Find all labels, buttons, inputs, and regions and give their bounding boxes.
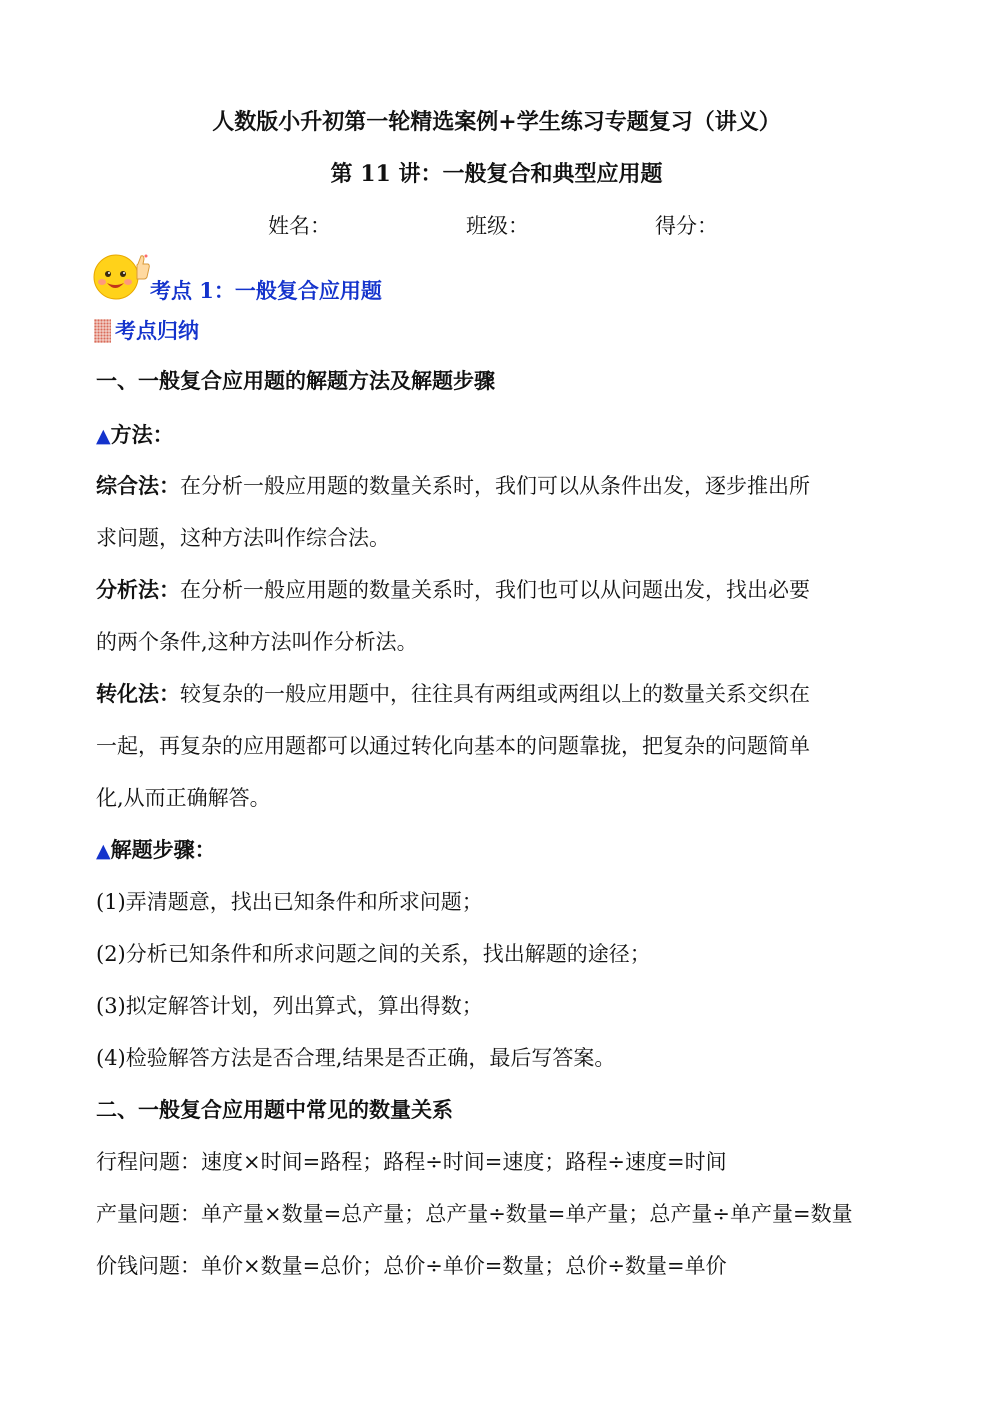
steps-heading <box>96 835 896 866</box>
lesson-subtitle: 第 11 讲：一般复合和典型应用题 <box>330 161 663 187</box>
analysis-line-1 <box>96 575 896 605</box>
name-label: 姓名： <box>268 214 331 238</box>
section2-heading: 二、一般复合应用题中常见的数量关系 <box>96 1097 453 1122</box>
transform-label: 转化法： <box>96 681 180 706</box>
step-item: (4)检验解答方法是否合理,结果是否正确，最后写答案。 <box>96 1046 616 1070</box>
steps-title: 解题步骤： <box>110 837 216 862</box>
step-item: (3)拟定解答计划，列出算式，算出得数； <box>96 994 483 1018</box>
score-label: 得分： <box>655 214 718 238</box>
synthesis-line-1 <box>96 471 896 501</box>
relation-item: 产量问题：单产量×数量=总产量；总产量÷数量=单产量；总产量÷单产量=数量 <box>96 1202 853 1226</box>
transform-text-2: 一起，再复杂的应用题都可以通过转化向基本的问题靠拢，把复杂的问题简单 <box>96 734 810 758</box>
synthesis-text-1: 在分析一般应用题的数量关系时，我们可以从条件出发，逐步推出所 <box>180 474 810 498</box>
transform-text-3: 化,从而正确解答。 <box>96 786 271 810</box>
relation-item: 价钱问题：单价×数量=总价；总价÷单价=数量；总价÷数量=单价 <box>96 1254 727 1278</box>
step-item: (1)弄清题意，找出已知条件和所求问题； <box>96 890 483 914</box>
methods-title: 方法： <box>110 422 174 447</box>
class-label: 班级： <box>466 214 529 238</box>
smiley-thumbs-up-icon <box>92 250 152 302</box>
analysis-text-1: 在分析一般应用题的数量关系时，我们也可以从问题出发，找出必要 <box>180 578 810 602</box>
document-title: 人数版小升初第一轮精选案例+学生练习专题复习（讲义） <box>212 109 781 135</box>
synthesis-text-2: 求问题，这种方法叫作综合法。 <box>96 526 390 550</box>
synthesis-label: 综合法： <box>96 473 180 498</box>
section1-heading: 一、一般复合应用题的解题方法及解题步骤 <box>96 368 495 393</box>
analysis-text-2: 的两个条件,这种方法叫作分析法。 <box>96 630 418 654</box>
summary-heading: 考点归纳 <box>115 318 199 343</box>
step-item: (2)分析已知条件和所求问题之间的关系，找出解题的途径； <box>96 942 651 966</box>
relation-item: 行程问题：速度×时间=路程；路程÷时间=速度；路程÷速度=时间 <box>96 1150 727 1174</box>
triangle-marker-icon: ▲ <box>96 840 111 862</box>
analysis-label: 分析法： <box>96 577 180 602</box>
dotted-square-icon <box>94 319 111 343</box>
topic-heading: 考点 1：一般复合应用题 <box>150 278 382 303</box>
student-info-row <box>0 211 993 241</box>
transform-line-1 <box>96 679 896 709</box>
methods-heading <box>96 420 896 451</box>
transform-text-1: 较复杂的一般应用题中，往往具有两组或两组以上的数量关系交织在 <box>180 682 810 706</box>
triangle-marker-icon: ▲ <box>96 425 111 447</box>
